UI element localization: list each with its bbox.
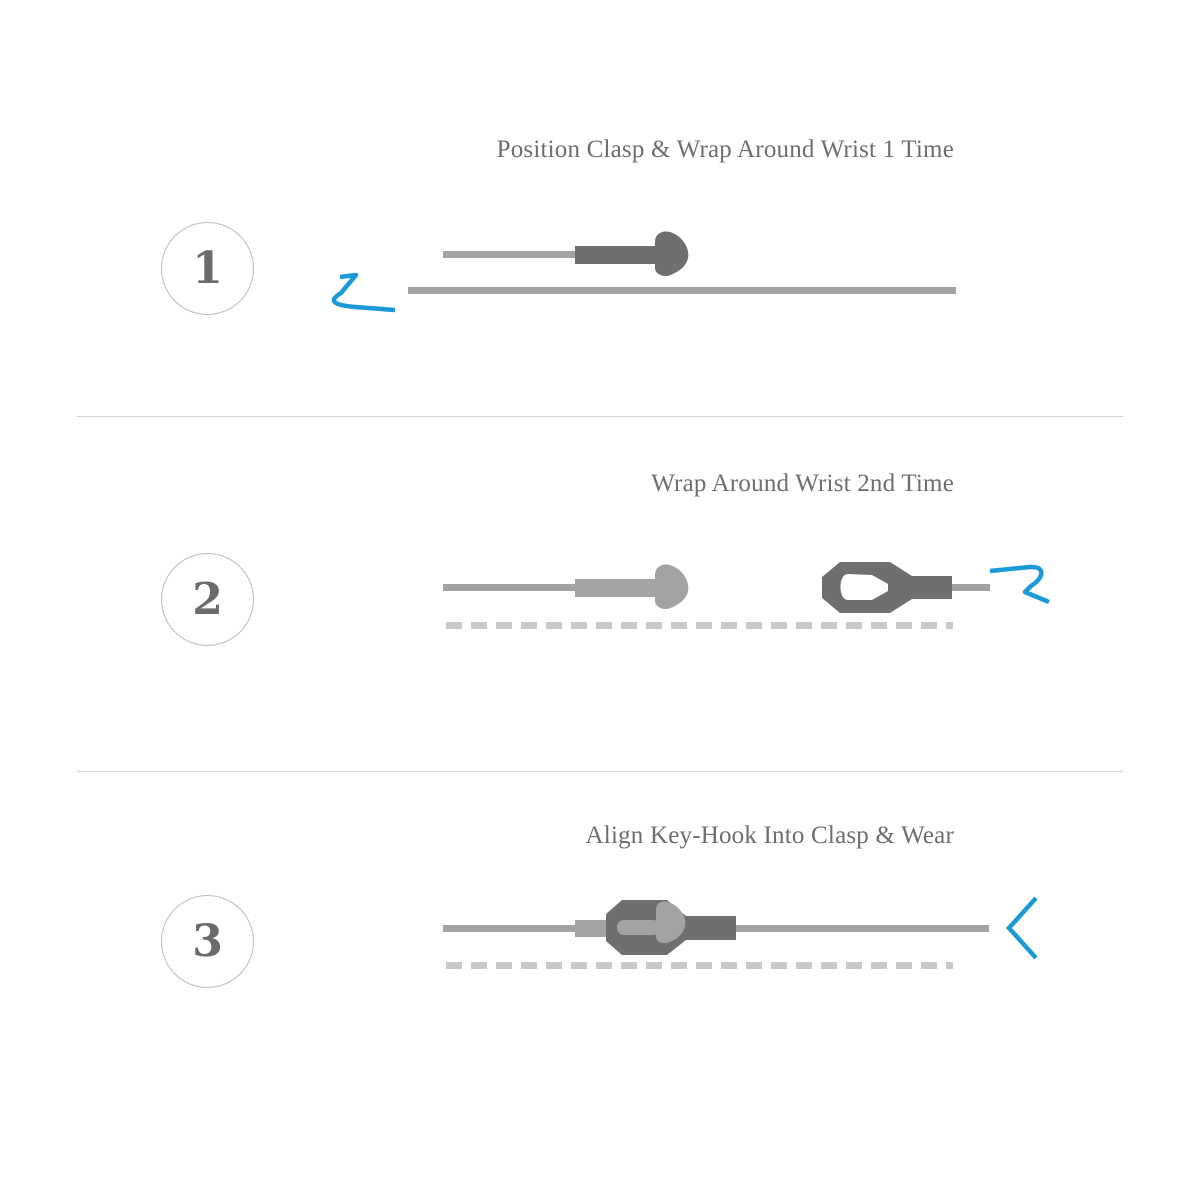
wrap-arrow-icon bbox=[990, 567, 1049, 602]
step-3-number: 3 bbox=[161, 895, 254, 988]
step-3-title: Align Key-Hook Into Clasp & Wear bbox=[585, 822, 954, 849]
key-hook-icon bbox=[575, 564, 688, 609]
step-1-illustration bbox=[334, 231, 956, 310]
step-2-number: 2 bbox=[161, 553, 254, 646]
step-2-title: Wrap Around Wrist 2nd Time bbox=[651, 470, 954, 497]
step-2-illustration bbox=[443, 562, 1049, 626]
key-hook-icon bbox=[575, 231, 688, 276]
step-3-illustration bbox=[443, 898, 1036, 966]
step-1-number: 1 bbox=[161, 222, 254, 315]
clasp-icon bbox=[822, 562, 952, 613]
chevron-left-icon bbox=[1009, 898, 1036, 958]
wrap-arrow-icon bbox=[334, 275, 395, 310]
step-1-title: Position Clasp & Wrap Around Wrist 1 Time bbox=[496, 136, 954, 163]
